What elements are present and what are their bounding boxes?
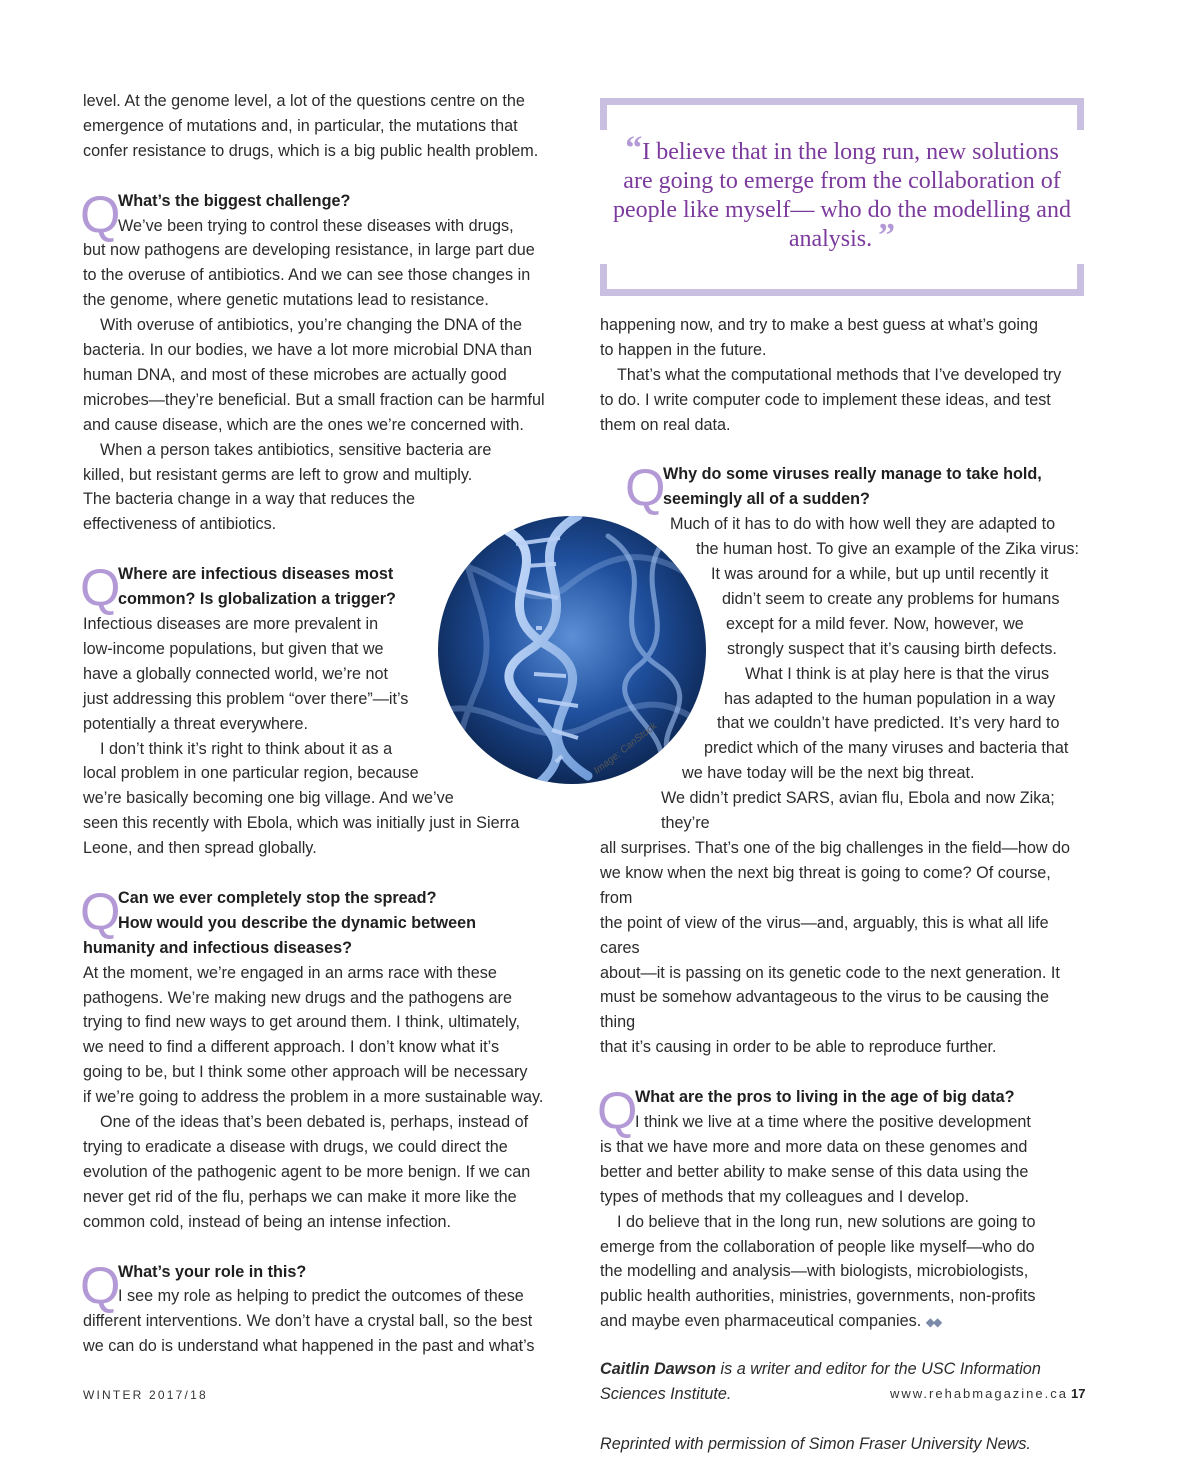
body-line: if we’re going to address the problem in a more sustainable way. xyxy=(83,1088,544,1107)
question-title: Can we ever completely stop the spread? xyxy=(118,888,437,907)
body-line: we’re basically becoming one big village. And we’ve xyxy=(83,789,454,808)
author-name: Caitlin Dawson xyxy=(600,1360,717,1379)
question-title: What are the pros to living in the age of big data? xyxy=(635,1088,1015,1107)
body-line: we need to find a different approach. I don’t know what it’s xyxy=(83,1038,500,1057)
body-line: all surprises. That’s one of the big challenges in the field—how do xyxy=(600,839,1071,858)
body-line: emergence of mutations and, in particular, the mutations that xyxy=(83,116,518,135)
body-line: I think we live at a time where the positive development xyxy=(635,1112,1031,1131)
end-mark-icon: ◆◆ xyxy=(925,1315,941,1330)
pull-quote-body: I believe that in the long run, new solutions are going to emerge from the collaboration of people like myself— who do the modelling and analysis. xyxy=(613,139,1071,252)
body-line: human DNA, and most of these microbes are actually good xyxy=(83,365,507,384)
body-line: and cause disease, which are the ones we’re concerned with. xyxy=(83,415,524,434)
question-title: Why do some viruses really manage to take hold, xyxy=(663,465,1042,484)
body-line: common cold, instead of being an intense infection. xyxy=(83,1212,452,1231)
body-line: pathogens. We’re making new drugs and the pathogens are xyxy=(83,988,512,1007)
q-letter: Q xyxy=(597,1082,638,1141)
qa-biggest-challenge xyxy=(80,185,553,538)
close-quote-icon: ” xyxy=(878,217,896,254)
body-line: we have today will be the next big threat. xyxy=(682,764,975,783)
qa-big-data xyxy=(597,1082,1085,1335)
q-letter: Q xyxy=(625,459,666,518)
body-line: that we couldn’t have predicted. It’s very hard to xyxy=(717,714,1060,733)
body-line: That’s what the computational methods that I’ve developed try xyxy=(617,365,1062,384)
body-line: the human host. To give an example of the Zika virus: xyxy=(696,540,1080,559)
image-credit: Image: CanStock xyxy=(592,720,660,777)
body-line: has adapted to the human population in a way xyxy=(724,689,1056,708)
body-line: seen this recently with Ebola, which was initially just in Sierra xyxy=(83,814,520,833)
body-line: microbes—they’re beneficial. But a small fraction can be harmful xyxy=(83,390,545,409)
website-text[interactable]: www.rehabmagazine.ca xyxy=(889,1386,1068,1401)
right-column xyxy=(597,313,1085,1457)
body-line: but now pathogens are developing resistance, in large part due xyxy=(83,241,535,260)
body-line: public health authorities, ministries, governments, non-profits xyxy=(600,1287,1036,1306)
body-line: I see my role as helping to predict the outcomes of these xyxy=(118,1287,524,1306)
qa-viruses-take-hold xyxy=(600,459,1085,1060)
issue-label: WINTER 2017/18 xyxy=(83,1388,208,1402)
body-line: about—it is passing on its genetic code to the next generation. It xyxy=(600,963,1060,982)
body-line: didn’t seem to create any problems for humans xyxy=(722,589,1060,608)
pull-quote-text xyxy=(610,130,1074,254)
author-bio-text: Sciences Institute. xyxy=(600,1385,732,1404)
question-title: What’s the biggest challenge? xyxy=(118,191,351,210)
body-line: When a person takes antibiotics, sensitive bacteria are xyxy=(100,440,492,459)
body-line: is that we have more and more data on these genomes and xyxy=(600,1137,1028,1156)
q-letter: Q xyxy=(80,882,121,941)
body-line: At the moment, we’re engaged in an arms race with these xyxy=(83,963,497,982)
body-line: We didn’t predict SARS, avian flu, Ebola and now Zika; they’re xyxy=(661,789,1055,833)
q-letter: Q xyxy=(80,185,121,244)
body-line: potentially a threat everywhere. xyxy=(83,714,308,733)
body-line: predict which of the many viruses and bacteria that xyxy=(704,739,1069,758)
body-line: effectiveness of antibiotics. xyxy=(83,515,277,534)
body-line: What I think is at play here is that the virus xyxy=(745,664,1050,683)
quote-bracket-bottom xyxy=(600,264,1084,296)
body-line: confer resistance to drugs, which is a big public health problem. xyxy=(83,141,539,160)
body-line: Much of it has to do with how well they are adapted to xyxy=(670,515,1056,534)
question-title: What’s your role in this? xyxy=(118,1262,307,1281)
body-line: must be somehow advantageous to the virus to be causing the thing xyxy=(600,988,1050,1032)
author-bio-text: is a writer and editor for the USC Information xyxy=(716,1360,1041,1379)
body-line: The bacteria change in a way that reduces the xyxy=(83,490,416,509)
body-line: trying to find new ways to get around them. I think, ultimately, xyxy=(83,1013,520,1032)
body-line: that it’s causing in order to be able to reproduce further. xyxy=(600,1038,997,1057)
reprint-note: Reprinted with permission of Simon Fraser University News. xyxy=(600,1434,1031,1453)
body-line: One of the ideas that’s been debated is, perhaps, instead of xyxy=(100,1113,529,1132)
question-title: How would you describe the dynamic between xyxy=(118,913,476,932)
body-line: different interventions. We don’t have a crystal ball, so the best xyxy=(83,1312,533,1331)
question-title: Where are infectious diseases most xyxy=(118,565,394,584)
body-line: emerge from the collaboration of people like myself—who do xyxy=(600,1237,1035,1256)
body-line-final xyxy=(600,1309,1085,1335)
body-line: we know when the next big threat is going to come? Of course, from xyxy=(600,863,1051,907)
question-title: humanity and infectious diseases? xyxy=(83,938,352,957)
website-link[interactable] xyxy=(890,1386,1068,1401)
body-line: to happen in the future. xyxy=(600,340,767,359)
body-line: have a globally connected world, we’re not xyxy=(83,664,389,683)
body-line: evolution of the pathogenic agent to be more benign. If we can xyxy=(83,1162,531,1181)
body-line: never get rid of the flu, perhaps we can make it more like the xyxy=(83,1187,517,1206)
q-letter: Q xyxy=(80,1256,121,1315)
question-title: common? Is globalization a trigger? xyxy=(118,590,396,609)
body-line: them on real data. xyxy=(600,415,731,434)
body-line: local problem in one particular region, because xyxy=(83,764,419,783)
body-line: I do believe that in the long run, new solutions are going to xyxy=(617,1212,1036,1231)
body-line: killed, but resistant germs are left to grow and multiply. xyxy=(83,465,473,484)
open-quote-icon: “ xyxy=(625,130,643,167)
body-line: to do. I write computer code to implement these ideas, and test xyxy=(600,390,1051,409)
page-number: 17 xyxy=(1071,1386,1086,1401)
qa-stop-the-spread xyxy=(80,882,553,1235)
q-letter: Q xyxy=(80,559,121,618)
body-line: trying to eradicate a disease with drugs, we could direct the xyxy=(83,1138,508,1157)
body-line: except for a mild fever. Now, however, we xyxy=(726,614,1024,633)
body-line: types of methods that my colleagues and I develop. xyxy=(600,1187,969,1206)
body-line: happening now, and try to make a best guess at what’s going xyxy=(600,316,1038,334)
body-line: we can do is understand what happened in the past and what’s xyxy=(83,1337,535,1356)
body-line: and maybe even pharmaceutical companies. xyxy=(600,1312,922,1331)
body-line: With overuse of antibiotics, you’re changing the DNA of the xyxy=(100,316,523,335)
qa-your-role xyxy=(80,1256,553,1360)
author-bio xyxy=(600,1357,1085,1382)
body-line: I don’t think it’s right to think about it as a xyxy=(100,739,393,758)
body-line: Leone, and then spread globally. xyxy=(83,839,317,858)
body-line: low-income populations, but given that we xyxy=(83,639,384,658)
body-line: strongly suspect that it’s causing birth defects. xyxy=(727,639,1057,658)
body-line: level. At the genome level, a lot of the questions centre on the xyxy=(83,92,525,110)
body-line: bacteria. In our bodies, we have a lot more microbial DNA than xyxy=(83,341,532,360)
body-line: better and better ability to make sense of this data using the xyxy=(600,1162,1029,1181)
quote-bracket-top xyxy=(600,98,1084,130)
body-line: going to be, but I think some other approach will be necessary xyxy=(83,1063,528,1082)
pull-quote xyxy=(600,98,1084,296)
body-line: It was around for a while, but up until recently it xyxy=(711,565,1049,584)
body-line: just addressing this problem “over there”—it’s xyxy=(83,689,409,708)
body-line: the genome, where genetic mutations lead to resistance. xyxy=(83,291,489,310)
body-line: to the overuse of antibiotics. And we can see those changes in xyxy=(83,266,531,285)
body-line: We’ve been trying to control these diseases with drugs, xyxy=(118,216,514,235)
body-line: the modelling and analysis—with biologists, microbiologists, xyxy=(600,1262,1029,1281)
body-line: the point of view of the virus—and, arguably, this is what all life cares xyxy=(600,913,1049,957)
body-line: Infectious diseases are more prevalent in xyxy=(83,615,379,633)
question-title: seemingly all of a sudden? xyxy=(663,490,870,509)
